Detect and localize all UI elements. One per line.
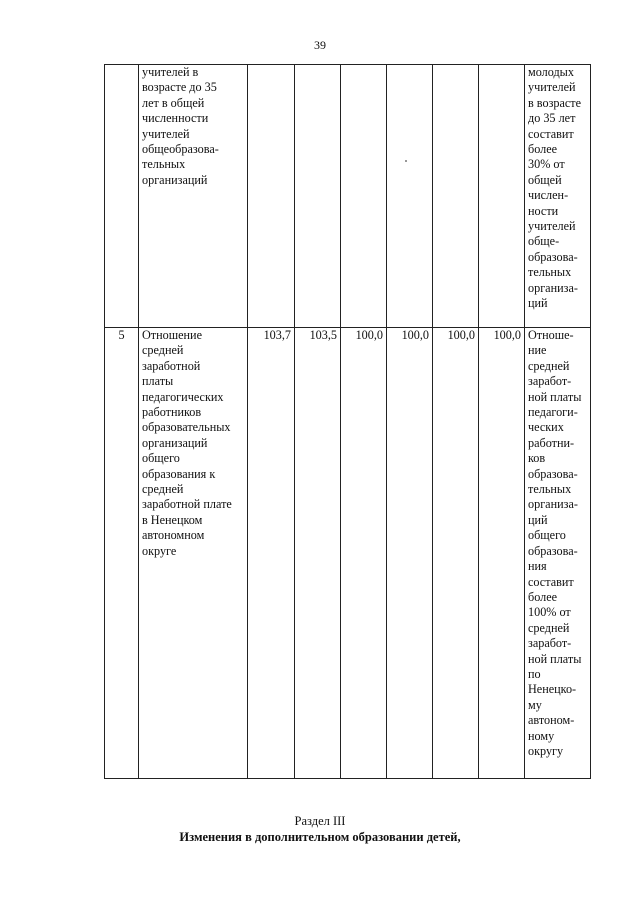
- text-line: округу: [528, 743, 564, 758]
- section-label: Раздел III: [294, 814, 346, 828]
- text-line: учителей в: [142, 65, 199, 79]
- text-line: ния: [528, 559, 547, 574]
- text-line: организа-: [528, 497, 578, 512]
- text-line: тельных: [528, 482, 572, 497]
- text-line: работни-: [528, 435, 575, 450]
- text-line: платы: [142, 374, 174, 389]
- text-line: общей: [528, 172, 562, 187]
- value-cell: 103,5: [295, 328, 341, 779]
- value-cell: [433, 65, 479, 328]
- text-line: по: [528, 666, 541, 681]
- text-line: учителей: [142, 126, 190, 141]
- text-line: округе: [142, 543, 177, 558]
- text-line: заработ-: [528, 374, 572, 389]
- table-row: [105, 65, 591, 328]
- text-line: численности: [142, 111, 209, 126]
- text-line: ной платы: [528, 651, 582, 666]
- text-line: автоном-: [528, 713, 575, 728]
- text-line: обще-: [528, 234, 560, 249]
- text-line: учителей: [528, 219, 576, 234]
- text-line: учителей: [528, 80, 576, 95]
- text-line: образова-: [528, 249, 578, 264]
- text-line: средней: [528, 358, 570, 373]
- indicators-table: [104, 64, 591, 779]
- value-cell: [341, 65, 387, 328]
- text-line: ций: [528, 296, 548, 311]
- indicator-name: [139, 65, 248, 328]
- text-line: педагогических: [142, 389, 224, 404]
- text-line: молодых: [528, 65, 574, 79]
- indicator-name: [139, 328, 248, 779]
- text-line: ние: [528, 343, 547, 358]
- value-cell: 100,0: [387, 328, 433, 779]
- text-line: образова-: [528, 543, 578, 558]
- text-line: ций: [528, 512, 548, 527]
- text-line: возрасте до 35: [142, 80, 217, 95]
- row-number: [105, 65, 139, 328]
- text-line: 100% от: [528, 605, 571, 620]
- text-line: ному: [528, 728, 555, 743]
- text-line: до 35 лет: [528, 111, 576, 126]
- text-line: организа-: [528, 280, 578, 295]
- text-line: тельных: [142, 157, 186, 172]
- text-line: составит: [528, 574, 574, 589]
- text-line: Отноше-: [528, 328, 574, 342]
- text-line: более: [528, 589, 558, 604]
- text-line: средней: [142, 343, 184, 358]
- value-cell: [248, 65, 295, 328]
- value-cell: 103,7: [248, 328, 295, 779]
- text-line: автономном: [142, 528, 205, 543]
- text-line: ческих: [528, 420, 564, 435]
- text-line: заработной плате: [142, 497, 232, 512]
- text-line: заработ-: [528, 636, 572, 651]
- text-line: тельных: [528, 265, 572, 280]
- text-line: числен-: [528, 188, 569, 203]
- value-cell: 100,0: [479, 328, 525, 779]
- value-cell: [295, 65, 341, 328]
- text-line: 30% от: [528, 157, 565, 172]
- text-line: средней: [528, 620, 570, 635]
- text-line: средней: [142, 482, 184, 497]
- text-line: образовательных: [142, 420, 231, 435]
- text-line: педагоги-: [528, 405, 578, 420]
- text-line: Ненецко-: [528, 682, 577, 697]
- text-line: общеобразова-: [142, 142, 219, 157]
- text-line: Отношение: [142, 328, 202, 342]
- text-line: образова-: [528, 466, 578, 481]
- scan-speck: [405, 160, 407, 162]
- text-line: организаций: [142, 435, 208, 450]
- value-cell: 100,0: [433, 328, 479, 779]
- section-title: Изменения в дополнительном образовании детей,: [179, 830, 461, 844]
- text-line: более: [528, 142, 558, 157]
- expected-result: [525, 65, 591, 328]
- table-row: [105, 328, 591, 779]
- value-cell: [387, 65, 433, 328]
- value-cell: 100,0: [341, 328, 387, 779]
- text-line: общего: [528, 528, 566, 543]
- text-line: организаций: [142, 172, 208, 187]
- text-line: в возрасте: [528, 95, 582, 110]
- page-number: 39: [314, 38, 326, 52]
- row-number: 5: [105, 328, 139, 779]
- text-line: ков: [528, 451, 546, 466]
- expected-result: [525, 328, 591, 779]
- text-line: му: [528, 697, 542, 712]
- text-line: в Ненецком: [142, 512, 203, 527]
- text-line: образования к: [142, 466, 216, 481]
- text-line: лет в общей: [142, 95, 205, 110]
- text-line: заработной: [142, 358, 201, 373]
- text-line: составит: [528, 126, 574, 141]
- text-line: ности: [528, 203, 559, 218]
- value-cell: [479, 65, 525, 328]
- text-line: работников: [142, 405, 202, 420]
- text-line: ной платы: [528, 389, 582, 404]
- text-line: общего: [142, 451, 180, 466]
